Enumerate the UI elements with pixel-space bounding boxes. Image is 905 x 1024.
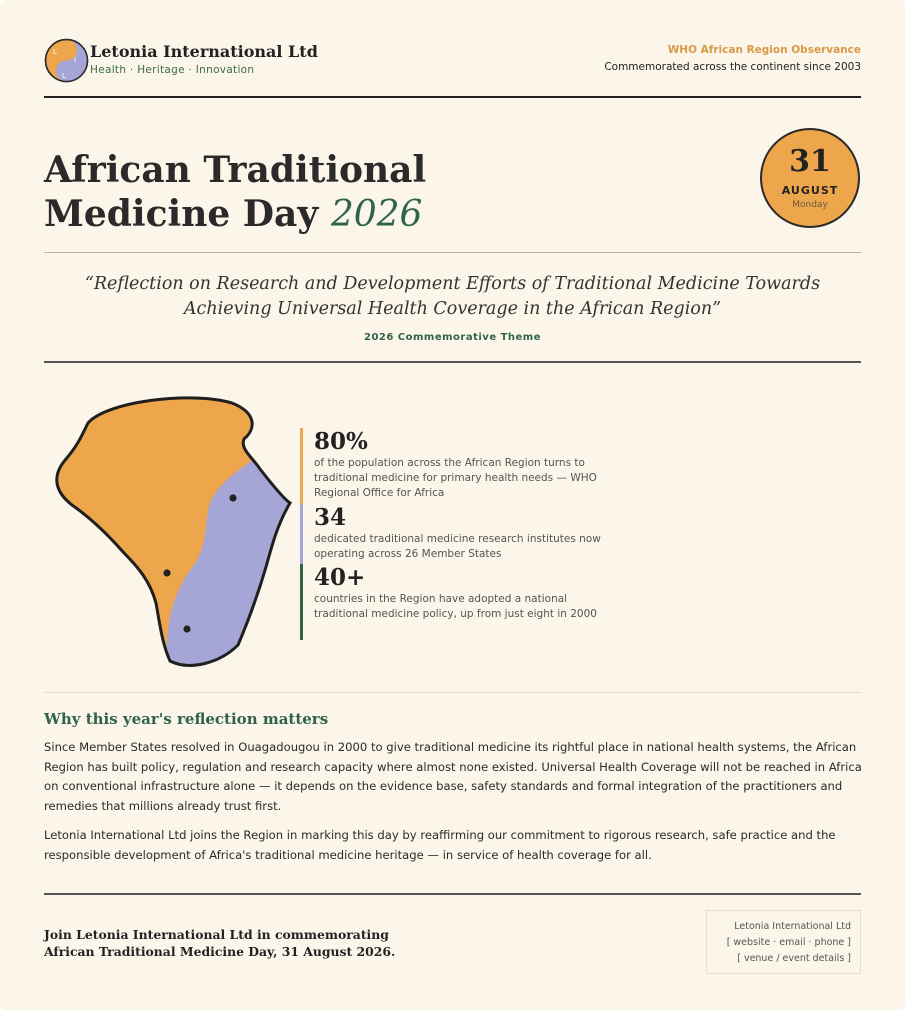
- logo-letter: L: [62, 72, 66, 80]
- divider: [44, 361, 861, 363]
- stat-text: of the population across the African Region turns to traditional medicine for primary health needs — WHO Regional Office for Africa: [314, 457, 597, 499]
- date-month: AUGUST: [781, 184, 839, 197]
- contact-details: [ website · email · phone ]: [726, 937, 851, 948]
- brand-name: Letonia International Ltd: [90, 42, 318, 61]
- observance-subtitle: Commemorated across the continent since 2003: [604, 61, 861, 73]
- title-line-2-text: Medicine Day: [44, 193, 319, 235]
- stat-value: 34: [314, 504, 347, 531]
- stat-value: 40+: [314, 564, 366, 591]
- divider: [44, 893, 861, 895]
- footer-cta: [44, 926, 464, 960]
- stats-list: [300, 428, 620, 640]
- stat-text: dedicated traditional medicine research institutes now operating across 26 Member States: [314, 533, 601, 560]
- title-line-1: African Traditional: [44, 149, 427, 191]
- stat-accent-bar: [300, 564, 303, 640]
- section-heading: Why this year's reflection matters: [44, 710, 329, 728]
- logo-letter: I: [74, 56, 77, 64]
- observance-title: WHO African Region Observance: [667, 44, 861, 56]
- footer-cta-line: African Traditional Medicine Day, 31 August 2026.: [44, 944, 396, 959]
- theme-quote: “Reflection on Research and Development Efforts of Traditional Medicine Towards Achieving Universal Health Coverage in the African Region”: [84, 274, 821, 319]
- logo-icon: [44, 38, 89, 83]
- title-line-2: [44, 192, 644, 237]
- stat-accent-bar: [300, 428, 303, 504]
- body-paragraph: Letonia International Ltd joins the Region in marking this day by reaffirming our commitment to rigorous research, safe practice and the responsible development of Africa's traditional medicine heritage — in service of health coverage for all.: [44, 828, 836, 862]
- date-badge: [760, 128, 860, 228]
- logo-letter: L: [53, 48, 57, 56]
- divider: [44, 252, 861, 253]
- stat-item: [300, 504, 620, 564]
- stat-text: countries in the Region have adopted a national traditional medicine policy, up from just eight in 2000: [314, 593, 597, 620]
- brand-tagline: Health · Heritage · Innovation: [90, 64, 255, 76]
- stat-item: [300, 564, 620, 640]
- theme-label: 2026 Commemorative Theme: [363, 332, 542, 343]
- date-weekday: Monday: [792, 200, 828, 210]
- africa-map-icon: [52, 395, 292, 675]
- stat-accent-bar: [300, 504, 303, 564]
- footer-cta-line: Join Letonia International Ltd in commemorating: [44, 927, 389, 942]
- header: [44, 36, 861, 98]
- body-paragraph: Since Member States resolved in Ouagadougou in 2000 to give traditional medicine its rightful place in national health systems, the African Region has built policy, regulation and research capacity where almost none existed. Universal Health Coverage will not be reached in Africa on conventional infrastructure alone — it depends on the evidence base, safety standards and formal integration of the practitioners and remedies that millions already trust first.: [44, 740, 862, 813]
- date-day: 31: [789, 144, 831, 179]
- contact-box: [706, 910, 861, 974]
- stat-item: [300, 428, 620, 504]
- contact-name: Letonia International Ltd: [734, 921, 851, 932]
- stat-value: 80%: [314, 428, 368, 455]
- contact-venue: [ venue / event details ]: [737, 953, 851, 964]
- divider: [44, 692, 861, 693]
- page-title: [44, 148, 644, 237]
- title-year: 2026: [330, 194, 423, 235]
